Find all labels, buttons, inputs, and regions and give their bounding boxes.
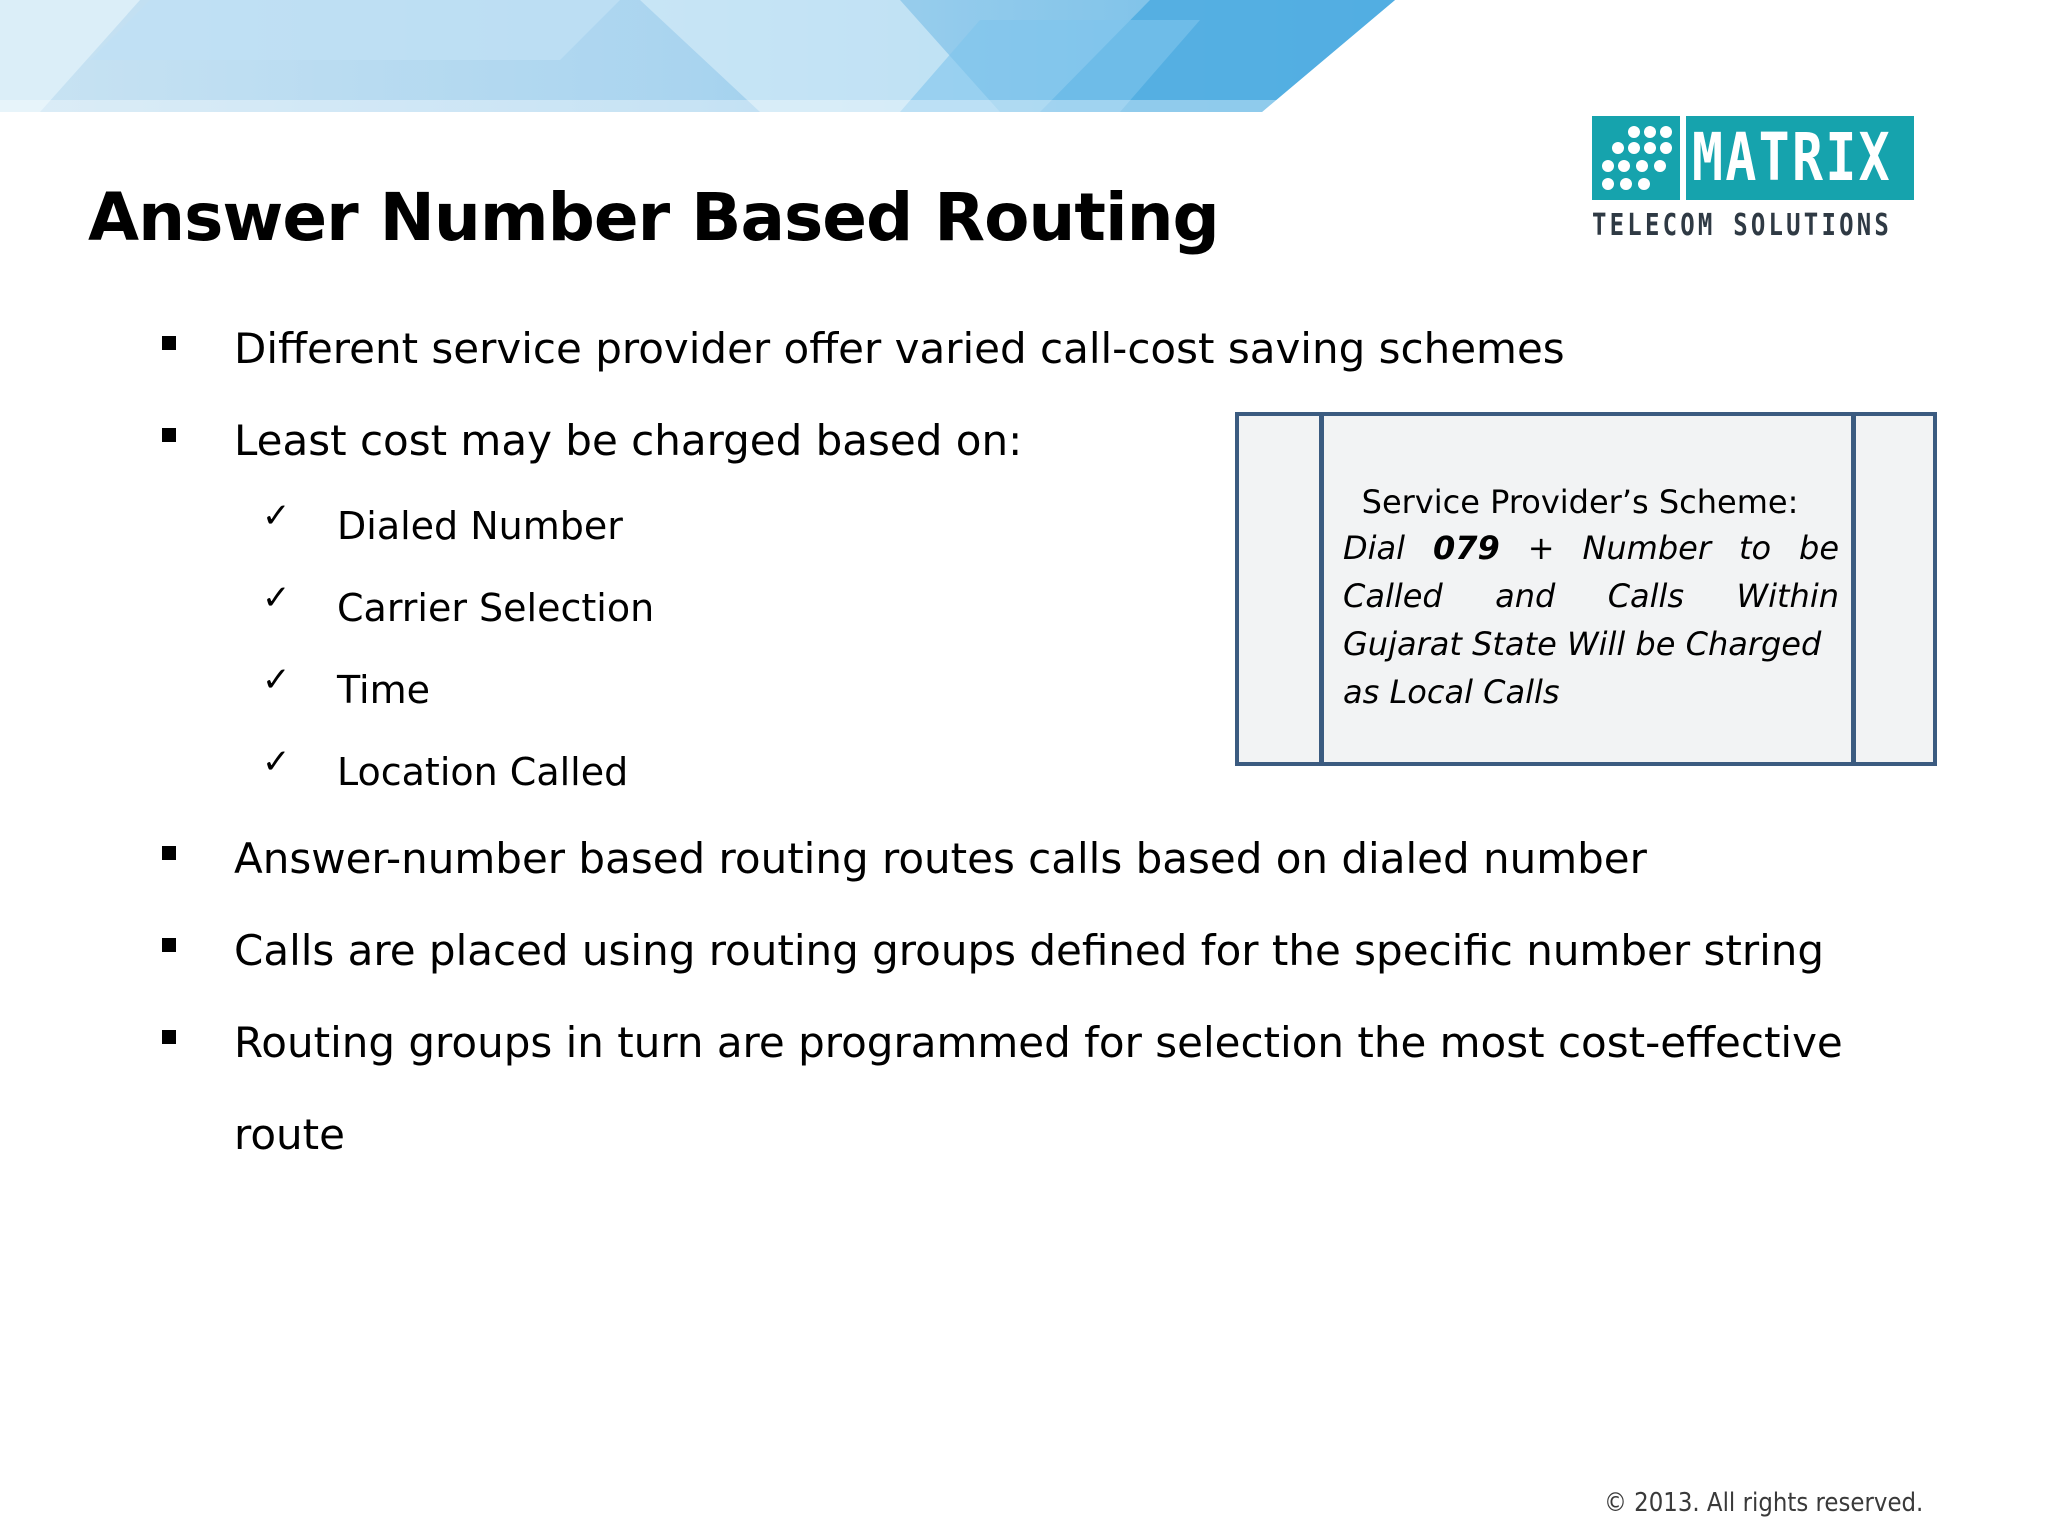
header-banner: [0, 0, 1400, 112]
callout-word: Dial: [1343, 529, 1406, 567]
bullet-text: Different service provider offer varied call-cost saving schemes: [234, 324, 1565, 373]
callout-line-4: as Local Calls: [1343, 673, 1560, 711]
bullet-text: Least cost may be charged based on:: [234, 416, 1023, 465]
bullet-text-continuation: route: [234, 1110, 345, 1159]
logo-box: [1592, 116, 1914, 200]
sub-bullet-text: Time: [337, 668, 430, 712]
logo-separator: [1680, 116, 1686, 200]
bullet-marker: [162, 428, 176, 442]
dots-logo-icon: [1600, 124, 1674, 192]
callout-divider-right: [1851, 416, 1856, 762]
slide-title: Answer Number Based Routing: [88, 179, 1219, 256]
callout-line-2: [1343, 574, 1839, 618]
matrix-logo: [1592, 116, 1914, 246]
sub-bullet-text: Location Called: [337, 750, 629, 794]
bullet-marker: [162, 938, 176, 952]
callout-heading: Service Provider’s Scheme:: [1361, 483, 1799, 521]
copyright-notice: © 2013. All rights reserved.: [1604, 1488, 1924, 1518]
bullet-marker: [162, 846, 176, 860]
callout-word: Within: [1736, 577, 1839, 615]
callout-word: Number: [1582, 529, 1711, 567]
bullet-text: Routing groups in turn are programmed for selection the most cost-effective: [234, 1018, 1843, 1067]
callout-word: and: [1495, 577, 1556, 615]
check-icon: ✓: [262, 660, 291, 700]
sub-bullet-text: Carrier Selection: [337, 586, 655, 630]
callout-word: +: [1527, 529, 1555, 567]
check-icon: ✓: [262, 496, 291, 536]
bullet-marker: [162, 1030, 176, 1044]
scheme-callout: [1235, 412, 1937, 766]
sub-bullet-text: Dialed Number: [337, 504, 623, 548]
logo-brand: MATRIX: [1692, 119, 1893, 196]
callout-word: Called: [1343, 577, 1443, 615]
callout-word: to: [1738, 529, 1772, 567]
callout-divider-left: [1319, 416, 1324, 762]
bullet-marker: [162, 336, 176, 350]
callout-word: be: [1799, 529, 1839, 567]
check-icon: ✓: [262, 578, 291, 618]
callout-line-1: [1343, 526, 1839, 570]
callout-word: Calls: [1607, 577, 1685, 615]
bullet-text: Calls are placed using routing groups defined for the specific number string: [234, 926, 1825, 975]
bullet-text: Answer-number based routing routes calls based on dialed number: [234, 834, 1647, 883]
check-icon: ✓: [262, 742, 291, 782]
callout-line-3: Gujarat State Will be Charged: [1343, 625, 1822, 663]
callout-word-number: 079: [1432, 529, 1500, 567]
logo-tagline: TELECOM SOLUTIONS: [1592, 208, 1893, 243]
